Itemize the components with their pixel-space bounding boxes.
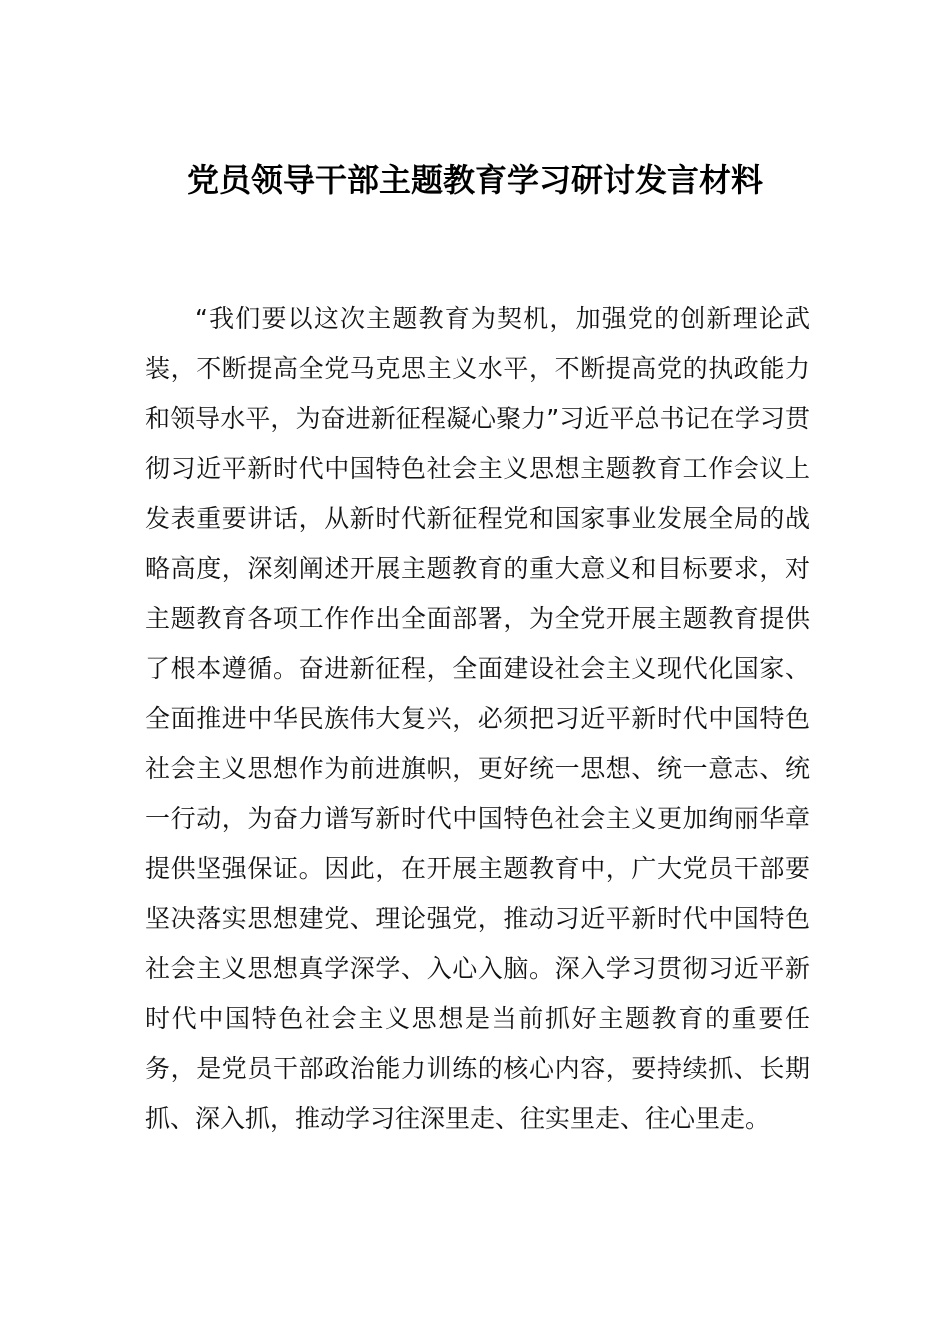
document-title: 党员领导干部主题教育学习研讨发言材料 — [186, 161, 763, 199]
body-paragraph: “我们要以这次主题教育为契机，加强党的创新理论武装，不断提高全党马克思主义水平，不断提高党的执政能力和领导水平，为奋进新征程凝心聚力”习近平总书记在学习贯彻习近平新时代中国特色社会主义思想主题教育工作会议上发表重要讲话，从新时代新征程党和国家事业发展全局的战略高度，深刻阐述开展主题教育的重大意义和目标要求，对主题教育各项工作作出全面部署，为全党开展主题教育提供了根本遵循。奋进新征程，全面建设社会主义现代化国家、全面推进中华民族伟大复兴，必须把习近平新时代中国特色社会主义思想作为前进旗帜，更好统一思想、统一意志、统一行动，为奋力谱写新时代中国特色社会主义更加绚丽华章提供坚强保证。因此，在开展主题教育中，广大党员干部要坚决落实思想建党、理论强党，推动习近平新时代中国特色社会主义思想真学深学、入心入脑。深入学习贯彻习近平新时代中国特色社会主义思想是当前抓好主题教育的重要任务，是党员干部政治能力训练的核心内容，要持续抓、长期抓、深入抓，推动学习往深里走、往实里走、往心里走。 — [145, 304, 810, 1133]
